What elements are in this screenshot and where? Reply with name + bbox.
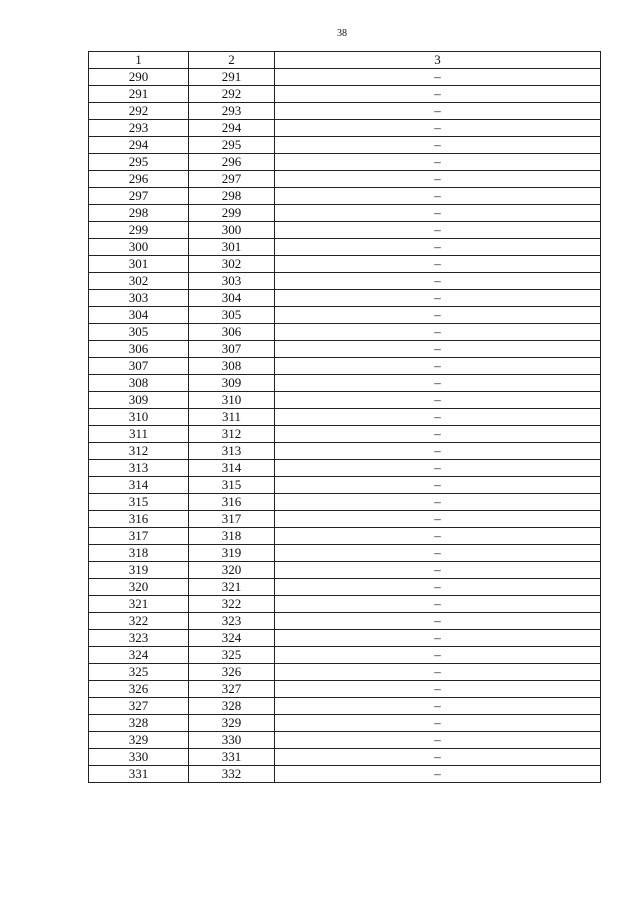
table-cell-col-2: 305 [189, 307, 275, 324]
table-cell-col-1: 299 [89, 222, 189, 239]
table-cell-col-2: 314 [189, 460, 275, 477]
table-cell-col-1: 325 [89, 664, 189, 681]
table-cell-col-2: 331 [189, 749, 275, 766]
table-row [89, 171, 601, 188]
table-row [89, 392, 601, 409]
table-cell-col-3: – [275, 749, 601, 766]
table-row [89, 579, 601, 596]
table-cell-col-1: 312 [89, 443, 189, 460]
table-cell-col-3: – [275, 681, 601, 698]
table-cell-col-3: – [275, 766, 601, 783]
table-cell-col-1: 303 [89, 290, 189, 307]
table-cell-col-3: – [275, 86, 601, 103]
table-cell-col-1: 310 [89, 409, 189, 426]
table-cell-col-3: – [275, 562, 601, 579]
table-cell-col-1: 300 [89, 239, 189, 256]
table-cell-col-2: 312 [189, 426, 275, 443]
table-cell-col-3: – [275, 460, 601, 477]
table-cell-col-3: – [275, 188, 601, 205]
table-row [89, 69, 601, 86]
table-cell-col-3: – [275, 120, 601, 137]
table-cell-col-1: 291 [89, 86, 189, 103]
table-cell-col-2: 304 [189, 290, 275, 307]
table-cell-col-2: 306 [189, 324, 275, 341]
table-cell-col-3: – [275, 528, 601, 545]
table-cell-col-3: – [275, 324, 601, 341]
table-cell-col-2: 321 [189, 579, 275, 596]
table-cell-col-2: 300 [189, 222, 275, 239]
table-row [89, 596, 601, 613]
table-cell-col-3: – [275, 69, 601, 86]
table-row [89, 630, 601, 647]
table-cell-col-3: – [275, 409, 601, 426]
table-cell-col-3: – [275, 443, 601, 460]
table-cell-col-1: 308 [89, 375, 189, 392]
table-cell-col-2: 324 [189, 630, 275, 647]
table-cell-col-2: 316 [189, 494, 275, 511]
table-cell-col-1: 320 [89, 579, 189, 596]
table-row [89, 341, 601, 358]
table-cell-col-2: 327 [189, 681, 275, 698]
table-row [89, 324, 601, 341]
table-row [89, 698, 601, 715]
table-cell-col-1: 309 [89, 392, 189, 409]
table-cell-col-1: 302 [89, 273, 189, 290]
table-row [89, 426, 601, 443]
table-row [89, 120, 601, 137]
table-row [89, 307, 601, 324]
table-cell-col-1: 322 [89, 613, 189, 630]
table-header-row [89, 52, 601, 69]
column-header-3: 3 [275, 52, 601, 69]
table-cell-col-3: – [275, 698, 601, 715]
table-cell-col-2: 294 [189, 120, 275, 137]
table-cell-col-1: 297 [89, 188, 189, 205]
table-cell-col-1: 321 [89, 596, 189, 613]
table-cell-col-1: 326 [89, 681, 189, 698]
table-row [89, 562, 601, 579]
table-row [89, 545, 601, 562]
table-cell-col-3: – [275, 273, 601, 290]
table-cell-col-2: 325 [189, 647, 275, 664]
table-cell-col-1: 311 [89, 426, 189, 443]
table-row [89, 664, 601, 681]
table-row [89, 137, 601, 154]
table-cell-col-1: 313 [89, 460, 189, 477]
table-cell-col-1: 324 [89, 647, 189, 664]
table-cell-col-1: 328 [89, 715, 189, 732]
table-cell-col-2: 302 [189, 256, 275, 273]
table-cell-col-3: – [275, 205, 601, 222]
table-row [89, 375, 601, 392]
table-cell-col-1: 323 [89, 630, 189, 647]
table-cell-col-3: – [275, 222, 601, 239]
table-cell-col-2: 296 [189, 154, 275, 171]
table-row [89, 477, 601, 494]
table-row [89, 647, 601, 664]
table-cell-col-3: – [275, 545, 601, 562]
table-cell-col-2: 323 [189, 613, 275, 630]
table-cell-col-1: 314 [89, 477, 189, 494]
table-row [89, 494, 601, 511]
table-row [89, 732, 601, 749]
table-cell-col-2: 311 [189, 409, 275, 426]
table-row [89, 613, 601, 630]
table-row [89, 511, 601, 528]
table-cell-col-1: 305 [89, 324, 189, 341]
table-cell-col-1: 307 [89, 358, 189, 375]
table-cell-col-1: 298 [89, 205, 189, 222]
table-cell-col-2: 322 [189, 596, 275, 613]
table-row [89, 460, 601, 477]
table-cell-col-1: 316 [89, 511, 189, 528]
table-row [89, 715, 601, 732]
table-cell-col-2: 310 [189, 392, 275, 409]
table-row [89, 528, 601, 545]
table-cell-col-3: – [275, 290, 601, 307]
table-cell-col-3: – [275, 103, 601, 120]
table-cell-col-2: 328 [189, 698, 275, 715]
table-cell-col-1: 293 [89, 120, 189, 137]
table-cell-col-2: 309 [189, 375, 275, 392]
table-row [89, 103, 601, 120]
table-cell-col-1: 296 [89, 171, 189, 188]
table-cell-col-3: – [275, 664, 601, 681]
table-cell-col-2: 330 [189, 732, 275, 749]
table-cell-col-2: 318 [189, 528, 275, 545]
table-cell-col-1: 301 [89, 256, 189, 273]
data-table [88, 51, 601, 783]
table-row [89, 766, 601, 783]
table-cell-col-2: 298 [189, 188, 275, 205]
table-cell-col-3: – [275, 426, 601, 443]
table-cell-col-1: 329 [89, 732, 189, 749]
table-cell-col-3: – [275, 511, 601, 528]
table-cell-col-1: 294 [89, 137, 189, 154]
table-cell-col-2: 291 [189, 69, 275, 86]
table-cell-col-1: 290 [89, 69, 189, 86]
table-row [89, 256, 601, 273]
table-cell-col-2: 297 [189, 171, 275, 188]
table-cell-col-3: – [275, 630, 601, 647]
table-cell-col-2: 329 [189, 715, 275, 732]
table-row [89, 409, 601, 426]
table-cell-col-3: – [275, 239, 601, 256]
table-row [89, 358, 601, 375]
table-cell-col-2: 293 [189, 103, 275, 120]
table-cell-col-2: 332 [189, 766, 275, 783]
table-cell-col-3: – [275, 154, 601, 171]
table-cell-col-2: 303 [189, 273, 275, 290]
table-body [89, 69, 601, 783]
table-cell-col-2: 295 [189, 137, 275, 154]
table-cell-col-2: 299 [189, 205, 275, 222]
table-cell-col-3: – [275, 579, 601, 596]
table-cell-col-2: 315 [189, 477, 275, 494]
table-cell-col-2: 326 [189, 664, 275, 681]
table-cell-col-1: 330 [89, 749, 189, 766]
table-row [89, 749, 601, 766]
table-cell-col-2: 320 [189, 562, 275, 579]
table-cell-col-3: – [275, 341, 601, 358]
table-cell-col-3: – [275, 307, 601, 324]
table-row [89, 154, 601, 171]
table-cell-col-1: 295 [89, 154, 189, 171]
table-row [89, 222, 601, 239]
table-row [89, 290, 601, 307]
table-cell-col-1: 331 [89, 766, 189, 783]
table-row [89, 205, 601, 222]
table-cell-col-3: – [275, 358, 601, 375]
table-cell-col-2: 308 [189, 358, 275, 375]
table-cell-col-2: 319 [189, 545, 275, 562]
column-header-1: 1 [89, 52, 189, 69]
table-cell-col-3: – [275, 596, 601, 613]
page-number: 38 [337, 28, 347, 39]
table-cell-col-3: – [275, 137, 601, 154]
table-cell-col-2: 307 [189, 341, 275, 358]
table-cell-col-3: – [275, 477, 601, 494]
table-cell-col-1: 317 [89, 528, 189, 545]
table-cell-col-2: 301 [189, 239, 275, 256]
table-cell-col-1: 315 [89, 494, 189, 511]
table-cell-col-3: – [275, 647, 601, 664]
table-cell-col-1: 319 [89, 562, 189, 579]
table-row [89, 86, 601, 103]
table-cell-col-3: – [275, 171, 601, 188]
table-cell-col-2: 313 [189, 443, 275, 460]
table-row [89, 681, 601, 698]
table-cell-col-1: 327 [89, 698, 189, 715]
table-row [89, 239, 601, 256]
table-cell-col-3: – [275, 392, 601, 409]
table-cell-col-1: 304 [89, 307, 189, 324]
table-cell-col-1: 306 [89, 341, 189, 358]
table-cell-col-3: – [275, 715, 601, 732]
table-row [89, 273, 601, 290]
table-cell-col-3: – [275, 613, 601, 630]
table-row [89, 188, 601, 205]
table-row [89, 443, 601, 460]
table-cell-col-2: 317 [189, 511, 275, 528]
table-cell-col-1: 318 [89, 545, 189, 562]
table-cell-col-2: 292 [189, 86, 275, 103]
table-cell-col-3: – [275, 732, 601, 749]
table-cell-col-1: 292 [89, 103, 189, 120]
table-cell-col-3: – [275, 375, 601, 392]
table-cell-col-3: – [275, 256, 601, 273]
column-header-2: 2 [189, 52, 275, 69]
table-cell-col-3: – [275, 494, 601, 511]
